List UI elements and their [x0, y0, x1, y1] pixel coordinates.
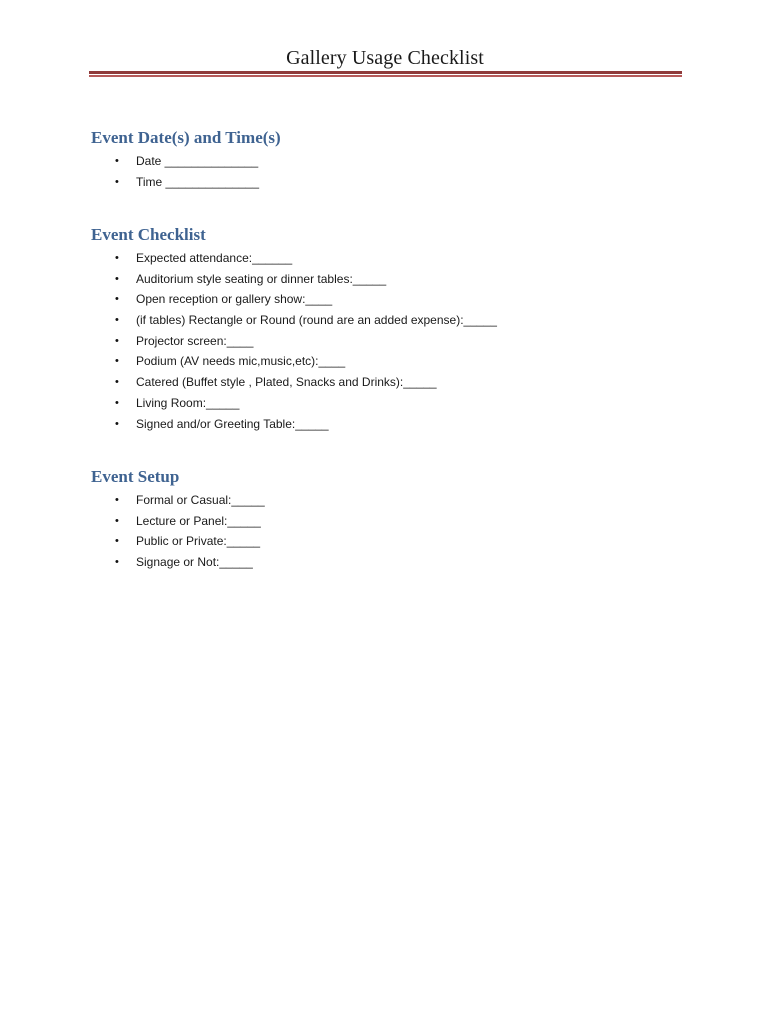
list-item — [91, 269, 691, 290]
list-item — [91, 248, 691, 269]
event-setup-list — [91, 490, 691, 573]
list-item-text: Formal or Casual:_____ — [136, 493, 265, 507]
bullet-icon: • — [115, 252, 119, 264]
bullet-icon: • — [115, 293, 119, 306]
list-item — [91, 372, 691, 393]
list-item — [91, 289, 691, 310]
bullet-icon: • — [115, 514, 119, 527]
bullet-icon: • — [115, 175, 119, 188]
list-item-text: Catered (Buffet style , Plated, Snacks and Drinks):_____ — [136, 375, 437, 390]
list-item-text: Signage or Not:_____ — [136, 555, 253, 570]
list-item — [91, 331, 691, 352]
section-heading-event-dates: Event Date(s) and Time(s) — [91, 128, 281, 147]
list-item-text: Open reception or gallery show:____ — [136, 292, 333, 307]
list-item — [91, 310, 691, 331]
list-item-text: Time ______________ — [136, 174, 259, 189]
page-title: Gallery Usage Checklist — [286, 47, 484, 69]
list-item-text: Public or Private:_____ — [136, 534, 261, 549]
section-event-dates — [91, 127, 691, 192]
event-checklist-list — [91, 248, 691, 434]
title-divider — [89, 71, 682, 78]
section-heading-event-checklist: Event Checklist — [91, 225, 206, 244]
list-item-text: (if tables) Rectangle or Round (round are an added expense):_____ — [136, 313, 497, 328]
list-item-text: Auditorium style seating or dinner tables:_____ — [136, 271, 387, 286]
list-item — [91, 393, 691, 414]
list-item-text: Podium (AV needs mic,music,etc):____ — [136, 354, 346, 369]
list-item — [91, 511, 691, 532]
list-item-date — [91, 151, 691, 172]
bullet-icon: • — [115, 314, 119, 327]
section-heading-event-setup: Event Setup — [91, 467, 180, 486]
bullet-icon: • — [115, 334, 119, 347]
bullet-icon: • — [115, 556, 119, 569]
list-item — [91, 552, 691, 573]
section-event-setup — [91, 466, 691, 573]
title-divider-bottom — [89, 75, 682, 77]
list-item — [91, 414, 691, 435]
event-dates-list — [91, 151, 691, 192]
list-item — [91, 351, 691, 372]
list-item-text: Date ______________ — [136, 154, 259, 168]
list-item — [91, 490, 691, 511]
bullet-icon: • — [115, 376, 119, 389]
list-item-text: Signed and/or Greeting Table:_____ — [136, 416, 329, 431]
bullet-icon: • — [115, 396, 119, 409]
bullet-icon: • — [115, 535, 119, 548]
list-item-text: Lecture or Panel:_____ — [136, 513, 261, 528]
bullet-icon: • — [115, 417, 119, 430]
list-item-text: Projector screen:____ — [136, 333, 254, 348]
list-item — [91, 531, 691, 552]
bullet-icon: • — [115, 272, 119, 285]
bullet-icon: • — [115, 494, 119, 506]
list-item-text: Expected attendance:______ — [136, 251, 293, 265]
list-item-text: Living Room:_____ — [136, 395, 240, 410]
title-divider-top — [89, 71, 682, 74]
bullet-icon: • — [115, 155, 119, 167]
section-event-checklist — [91, 224, 691, 434]
bullet-icon: • — [115, 355, 119, 368]
list-item-time — [91, 172, 691, 193]
